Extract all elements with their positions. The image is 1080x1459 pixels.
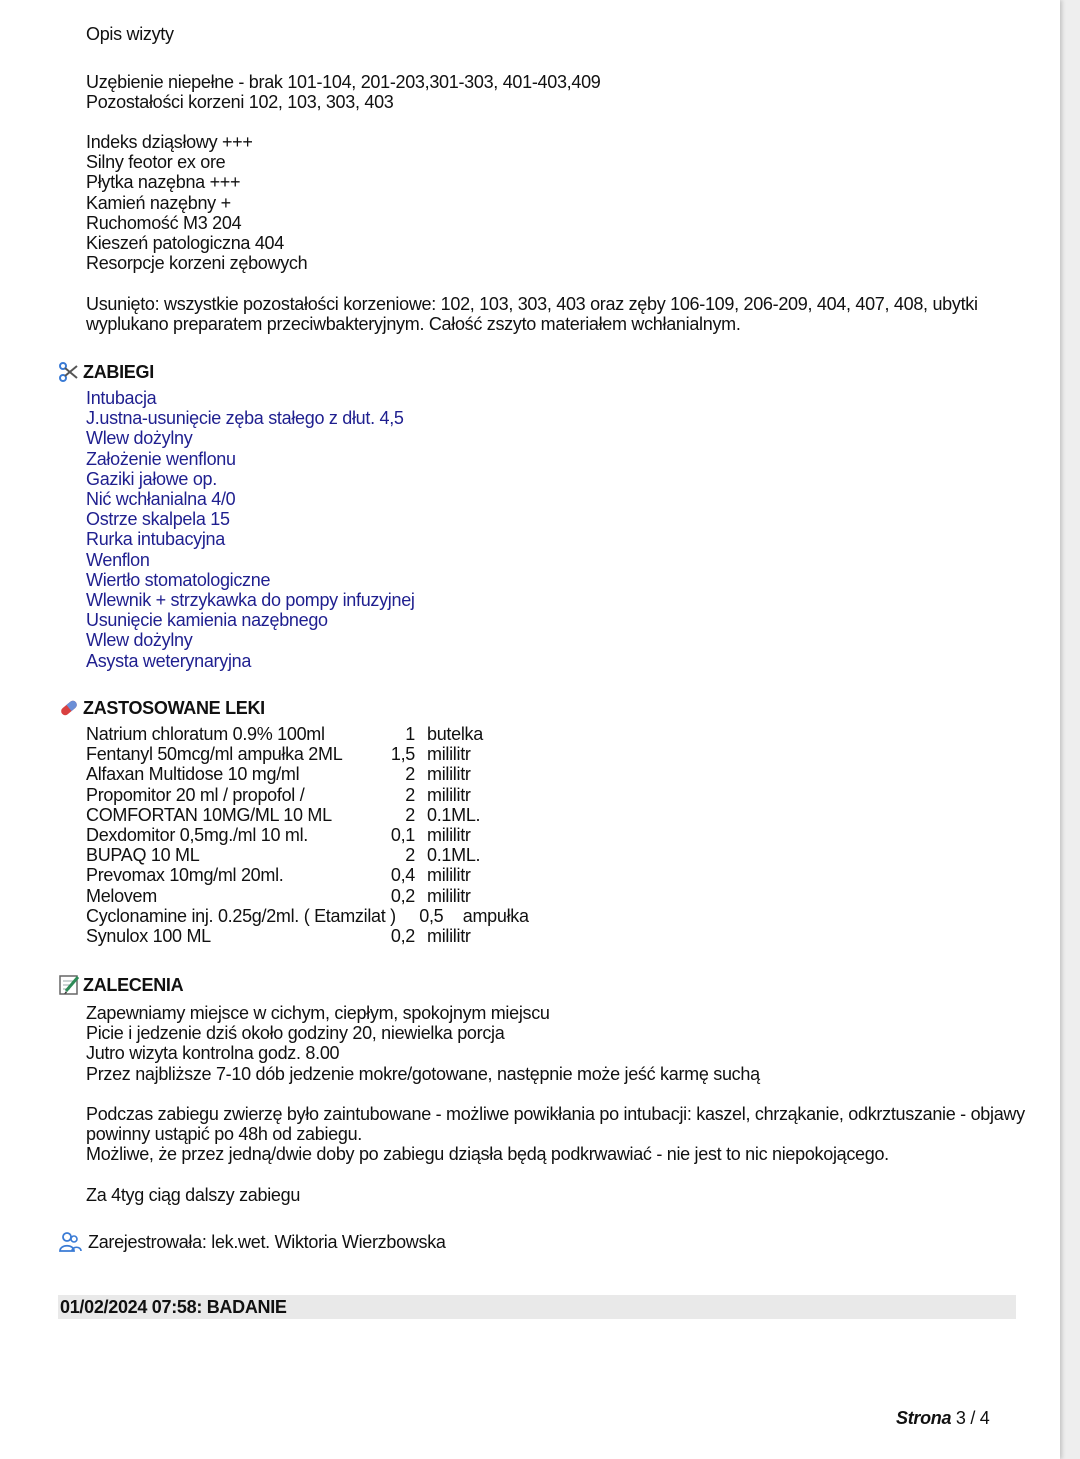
table-row <box>86 906 529 926</box>
registered-by-text: Zarejestrowała: lek.wet. Wiktoria Wierzbowska <box>88 1231 446 1252</box>
recommendations-heading-label: ZALECENIA <box>83 974 184 995</box>
drug-name: Synulox 100 ML <box>86 926 211 947</box>
table-row <box>86 764 529 784</box>
dentition-line: Uzębienie niepełne - brak 101-104, 201-203,301-303, 401-403,409 <box>86 72 601 92</box>
drug-qty: 2 <box>405 784 415 805</box>
drug-qty: 0,5 <box>419 905 444 926</box>
table-row <box>86 926 529 946</box>
finding-item: Silny feotor ex ore <box>86 152 226 173</box>
drug-qty: 1,5 <box>390 744 415 765</box>
page-number: 3 <box>955 1408 966 1428</box>
drug-name: COMFORTAN 10MG/ML 10 ML <box>86 804 332 825</box>
finding-item: Ruchomość M3 204 <box>86 212 242 233</box>
table-row <box>86 865 529 885</box>
procedure-item: Usunięcie kamienia nazębnego <box>86 610 328 631</box>
removed-paragraph: Usunięto: wszystkie pozostałości korzeniowe: 102, 103, 303, 403 oraz zęby 106-109, 206-209, 404, 407, 408, ubytki wyplukano preparatem przeciwbakteryjnym. Całość zszyto materiałem wchłanialnym. <box>86 294 978 335</box>
recommendation-item: Jutro wizyta kontrolna godz. 8.00 <box>86 1043 340 1064</box>
drug-unit: mililitr <box>427 744 471 765</box>
drug-name: Propomitor 20 ml / propofol / <box>86 784 305 805</box>
scissors-icon <box>58 361 80 383</box>
drug-unit: mililitr <box>427 764 471 785</box>
drug-qty: 2 <box>405 764 415 785</box>
drugs-heading-label: ZASTOSOWANE LEKI <box>83 697 265 718</box>
intubation-note-text: Podczas zabiegu zwierzę było zaintubowane - możliwe powikłania po intubacji: kaszel, chrząkanie, odkrztuszanie - objawy powinny ustąpić po 48h od zabiegu. <box>86 1104 1025 1145</box>
drug-name: Cyclonamine inj. 0.25g/2ml. ( Etamzilat ) <box>86 905 396 926</box>
drug-unit: mililitr <box>427 825 471 846</box>
pill-icon <box>58 697 80 719</box>
procedure-item: Intubacja <box>86 388 157 408</box>
drug-name: Alfaxan Multidose 10 mg/ml <box>86 764 300 785</box>
procedure-item: Założenie wenflonu <box>86 448 236 469</box>
users-icon <box>58 1230 82 1254</box>
drugs-table <box>86 724 529 946</box>
drug-unit: mililitr <box>427 865 471 886</box>
drug-unit: 0.1ML. <box>427 804 481 825</box>
finding-item: Płytka nazębna +++ <box>86 172 241 193</box>
finding-item: Indeks dziąsłowy +++ <box>86 132 253 152</box>
intubation-note <box>86 1104 1026 1165</box>
notepad-pencil-icon <box>58 974 80 996</box>
drug-qty: 0,2 <box>390 885 415 906</box>
drug-unit: ampułka <box>462 905 529 926</box>
table-row <box>86 744 529 764</box>
table-row <box>86 724 529 744</box>
recommendation-item: Zapewniamy miejsce w cichym, ciepłym, spokojnym miejscu <box>86 1003 550 1023</box>
page-label: Strona <box>896 1408 952 1428</box>
drugs-heading <box>58 697 265 719</box>
dentition-line: Pozostałości korzeni 102, 103, 303, 403 <box>86 92 394 113</box>
drug-name: Prevomax 10mg/ml 20ml. <box>86 865 284 886</box>
description-title: Opis wizyty <box>86 24 174 44</box>
page-footer <box>896 1408 989 1429</box>
dentition-block <box>86 72 601 112</box>
finding-item: Resorpcje korzeni zębowych <box>86 253 308 274</box>
procedure-item: Rurka intubacyjna <box>86 529 225 550</box>
table-row <box>86 825 529 845</box>
procedure-item: Wlewnik + strzykawka do pompy infuzyjnej <box>86 590 415 611</box>
procedure-item: Ostrze skalpela 15 <box>86 509 230 530</box>
table-row <box>86 845 529 865</box>
procedure-item: Wiertło stomatologiczne <box>86 569 271 590</box>
procedures-heading <box>58 361 154 383</box>
gums-note-text: Możliwe, że przez jedną/dwie doby po zabiegu dziąsła będą podkrwawiać - nie jest to nic niepokojącego. <box>86 1144 889 1165</box>
procedure-item: Nić wchłanialna 4/0 <box>86 489 236 510</box>
drug-name: Dexdomitor 0,5mg./ml 10 ml. <box>86 825 308 846</box>
drug-unit: mililitr <box>427 926 471 947</box>
page-total: / 4 <box>970 1408 990 1428</box>
drug-qty: 0,2 <box>390 926 415 947</box>
drug-unit: 0.1ML. <box>427 845 481 866</box>
drug-qty: 1 <box>405 724 415 744</box>
procedures-list <box>86 388 415 671</box>
drug-qty: 2 <box>405 804 415 825</box>
visit-header-bar: 01/02/2024 07:58: BADANIE <box>58 1295 1016 1319</box>
table-row <box>86 886 529 906</box>
finding-item: Kamień nazębny + <box>86 192 231 213</box>
drug-qty: 2 <box>405 845 415 866</box>
procedure-item: J.ustna-usunięcie zęba stałego z dłut. 4,5 <box>86 408 404 429</box>
procedure-item: Wlew dożylny <box>86 428 193 449</box>
recommendation-item: Przez najbliższe 7-10 dób jedzenie mokre/gotowane, następnie może jeść karmę suchą <box>86 1063 760 1084</box>
recommendation-item: Picie i jedzenie dziś około godziny 20, niewielka porcja <box>86 1023 505 1044</box>
table-row <box>86 805 529 825</box>
drug-row-overflow <box>86 906 529 926</box>
procedure-item: Wenflon <box>86 549 150 570</box>
drug-name: BUPAQ 10 ML <box>86 845 200 866</box>
recommendations-list <box>86 1003 760 1084</box>
procedure-item: Asysta weterynaryjna <box>86 650 252 671</box>
recommendations-heading <box>58 974 183 996</box>
procedure-item: Wlew dożylny <box>86 630 193 651</box>
procedure-item: Gaziki jałowe op. <box>86 468 217 489</box>
procedures-heading-label: ZABIEGI <box>83 361 154 382</box>
drug-name: Natrium chloratum 0.9% 100ml <box>86 724 325 744</box>
drug-qty: 0,4 <box>390 865 415 886</box>
drug-name: Melovem <box>86 885 157 906</box>
table-row <box>86 785 529 805</box>
drug-qty: 0,1 <box>390 825 415 846</box>
drug-name: Fentanyl 50mcg/ml ampułka 2ML <box>86 744 343 765</box>
drug-unit: mililitr <box>427 885 471 906</box>
findings-block <box>86 132 307 273</box>
registered-by <box>58 1230 446 1254</box>
finding-item: Kieszeń patologiczna 404 <box>86 233 284 254</box>
drug-unit: butelka <box>427 724 483 744</box>
followup-note: Za 4tyg ciąg dalszy zabiegu <box>86 1185 301 1205</box>
drug-unit: mililitr <box>427 784 471 805</box>
